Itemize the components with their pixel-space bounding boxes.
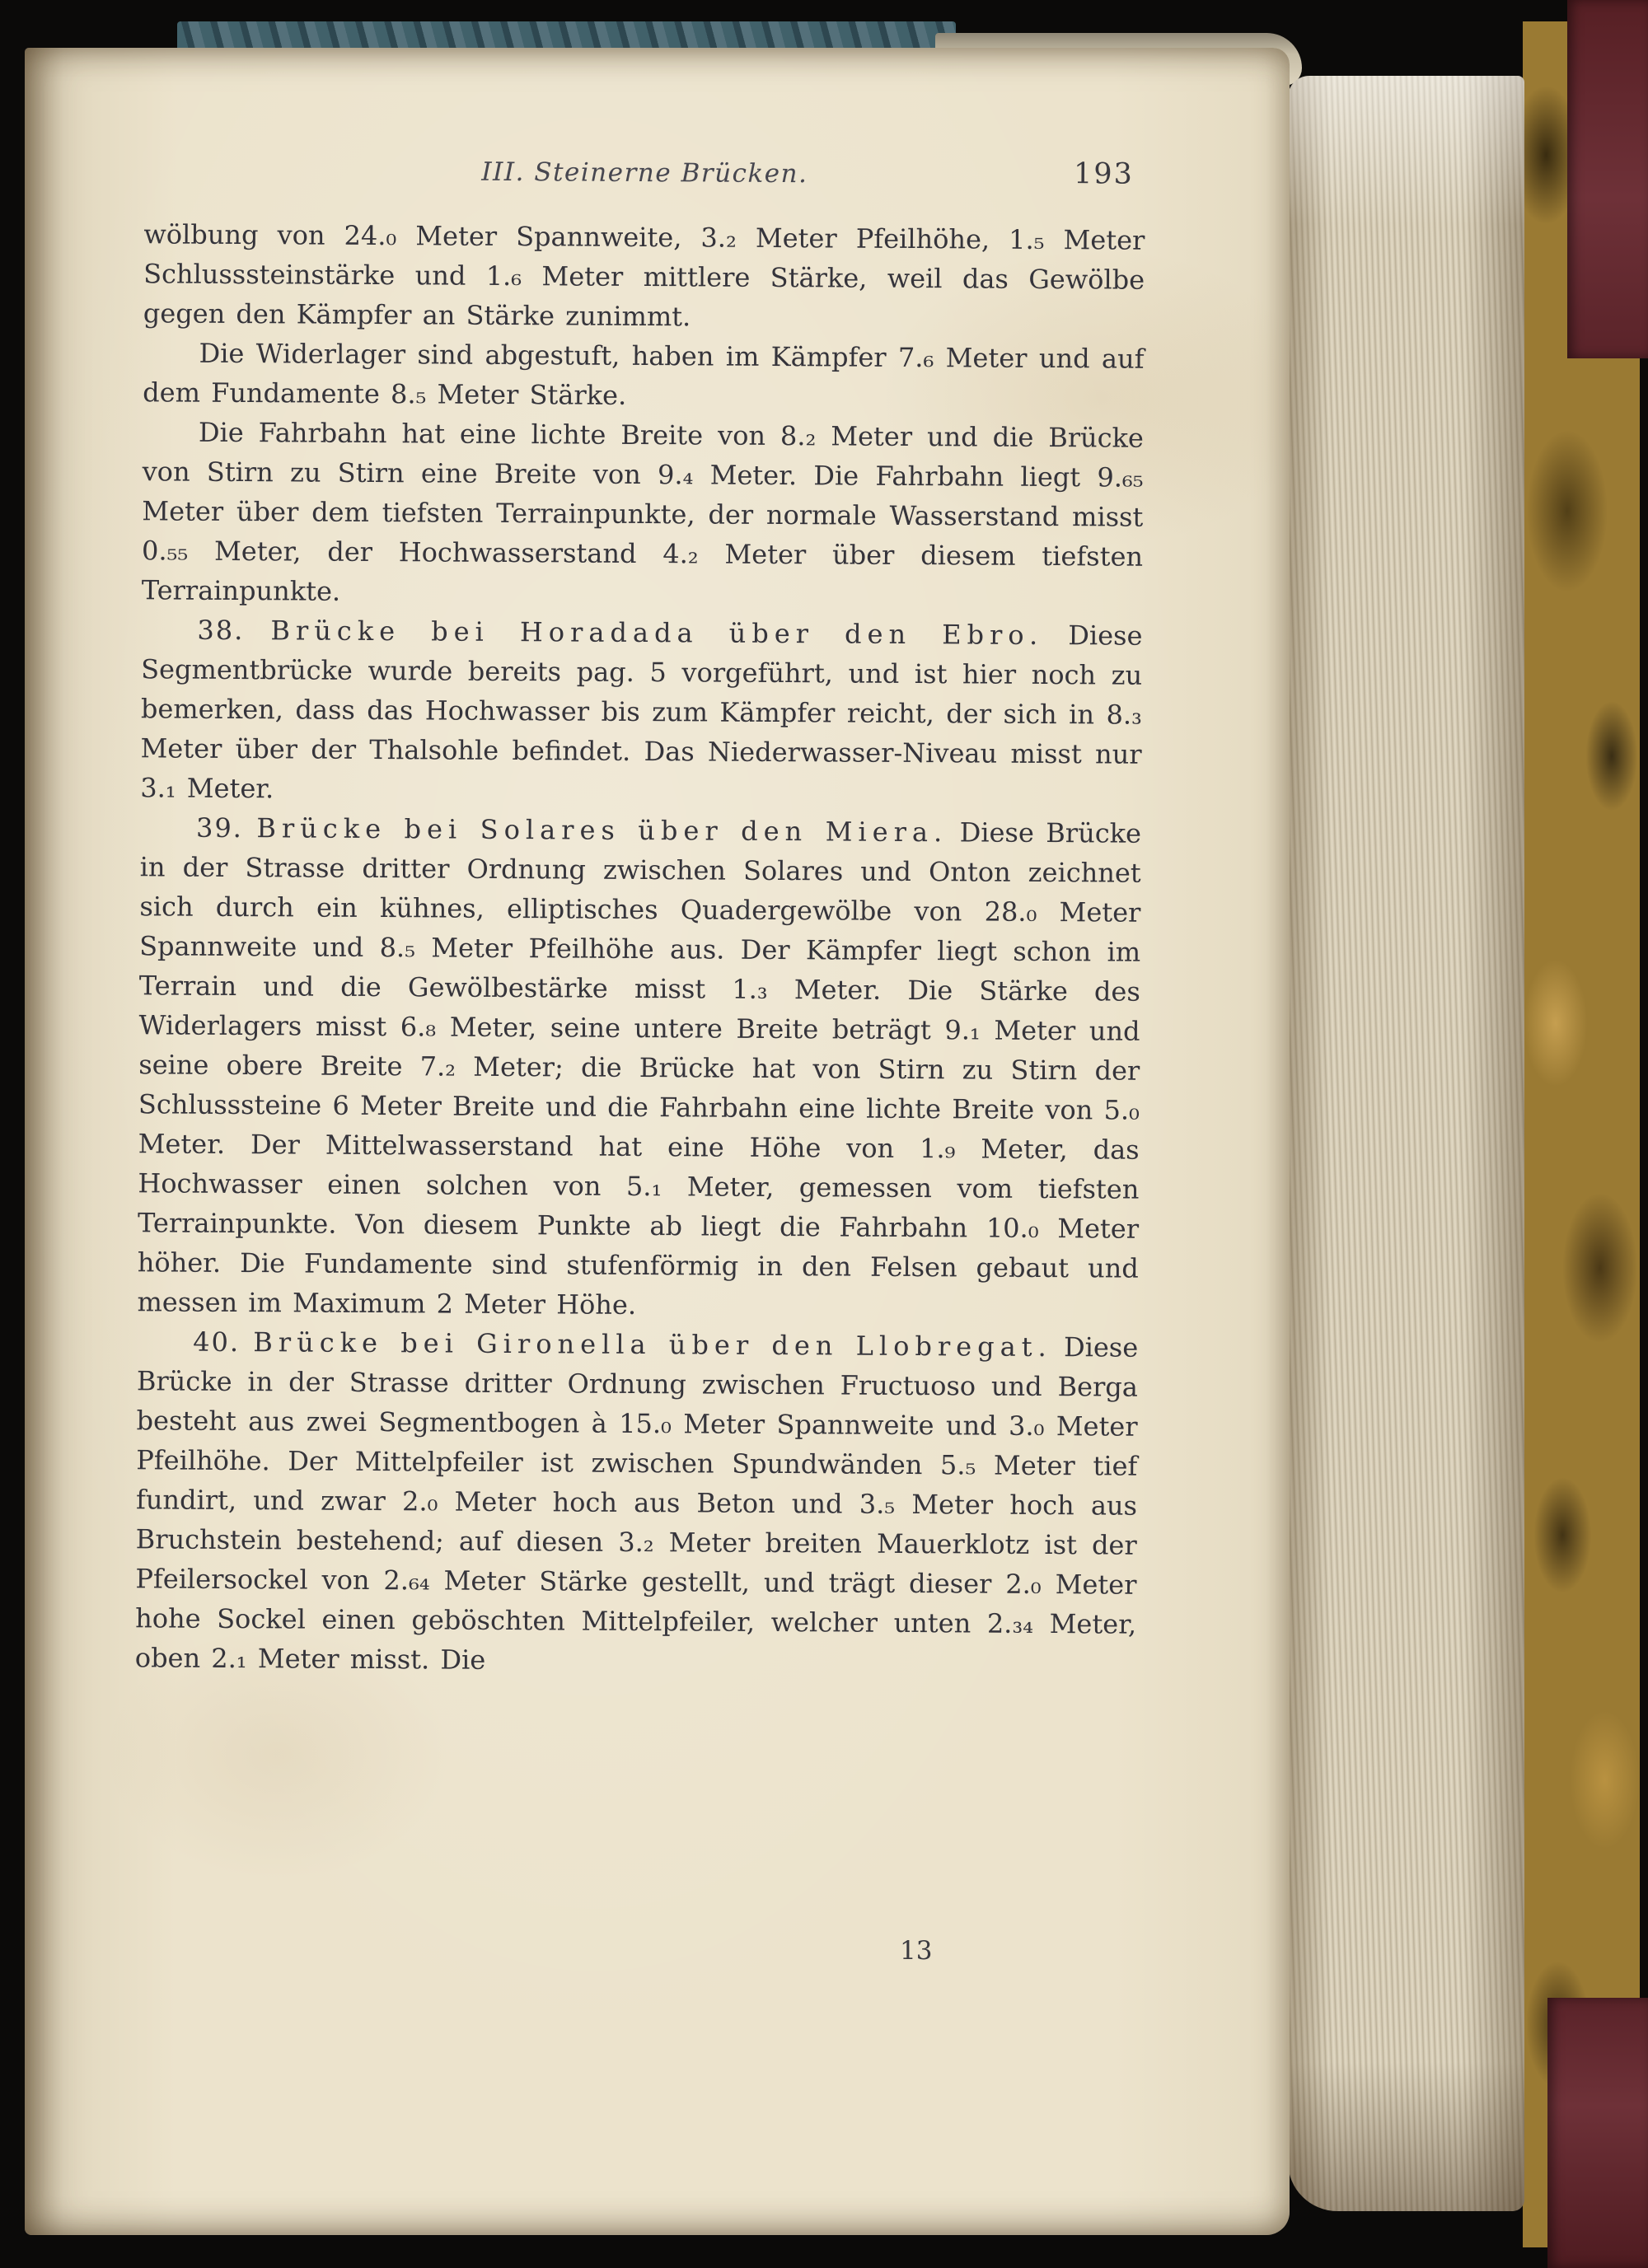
paragraph-text: Diese Brücke in der Strasse dritter Ordnung zwischen Fructuoso und Berga besteht aus zwei Segmentbogen à 15.₀ Meter Spannweite und 3.₀ Meter Pfeilhöhe. Der Mittelpfeiler ist zwischen Spundwänden 5.₅ Meter tief fundirt, und zwar 2.₀ Meter hoch aus Beton und 3.₅ Meter hoch aus Bruchstein bestehend; auf diesen 3.₂ Meter breiten Mauerklotz ist der Pfeilersockel von 2.₆₄ Meter Stärke gestellt, und trägt dieser 2.₀ Meter hohe Sockel einen geböschten Mittelpfeiler, welcher unten 2.₃₄ Meter, oben 2.₁ Meter misst. Die	[134, 1331, 1139, 1676]
entry-title: Brücke bei Gironella über den Llobregat.	[253, 1326, 1052, 1363]
page-number: 193	[1073, 157, 1135, 191]
entry-title: Brücke bei Solares über den Miera.	[256, 812, 948, 849]
paragraph	[137, 807, 1141, 1327]
signature-mark: 13	[900, 1936, 933, 1966]
entry-number: 39.	[195, 811, 257, 844]
cover-top-cloth-edge	[177, 21, 956, 51]
paragraph-text: Diese Brücke in der Strasse dritter Ordnung zwischen Solares und Onton zeichnet sich durch ein kühnes, elliptisches Quadergewölbe von 28.₀ Meter Spannweite und 8.₅ Meter Pfeilhöhe aus. Der Kämpfer liegt schon im Terrain und die Gewölbestärke misst 1.₃ Meter. Die Stärke des Widerlagers misst 6.₈ Meter, seine untere Breite beträgt 9.₁ Meter und seine obere Breite 7.₂ Meter; die Brücke hat von Stirn zu Stirn der Schlusssteine 6 Meter Breite und die Fahrbahn eine lichte Breite von 5.₀ Meter. Der Mittelwasserstand hat eine Höhe von 1.₉ Meter, das Hochwasser einen solchen von 5.₁ Meter, gemessen vom tiefsten Terrainpunkte. Von diesem Punkte ab liegt die Fahrbahn 10.₀ Meter höher. Die Fundamente sind stufenförmig in den Felsen gebaut und messen im Maximum 2 Meter Höhe.	[137, 816, 1142, 1321]
paragraph-text: Die Widerlager sind abgestuft, haben im Kämpfer 7.₆ Meter und auf dem Fundamente 8.₅ Meter Stärke.	[143, 337, 1145, 411]
fore-edge-page-stack	[1288, 76, 1524, 2211]
paragraph-text: Diese Segmentbrücke wurde bereits pag. 5 vorgeführt, und ist hier noch zu bemerken, dass das Hochwasser bis zum Kämpfer reicht, der sich in 8.₃ Meter über der Thalsohle befindet. Das Niederwasser-Niveau misst nur 3.₁ Meter.	[140, 619, 1143, 805]
paragraph	[143, 333, 1145, 418]
running-head	[144, 155, 1145, 202]
entry-number: 40.	[193, 1326, 254, 1358]
chapter-running-title: III. Steinerne Brücken.	[481, 157, 808, 189]
paragraph	[135, 1321, 1139, 1683]
book-page	[25, 48, 1290, 2235]
cover-corner-bottom	[1547, 1998, 1648, 2268]
cover-corner-top	[1567, 0, 1648, 358]
paragraph-text: wölbung von 24.₀ Meter Spannweite, 3.₂ Meter Pfeilhöhe, 1.₅ Meter Schlusssteinstärke und 1.₆ Meter mittlere Stärke, weil das Gewölbe gegen den Kämpfer an Stärke zunimmt.	[143, 218, 1145, 333]
entry-number: 38.	[197, 614, 271, 647]
entry-title: Brücke bei Horadada über den Ebro.	[270, 615, 1044, 651]
paragraph	[143, 214, 1145, 339]
paragraph	[142, 412, 1144, 615]
paragraph	[140, 610, 1142, 813]
paragraph-text: Die Fahrbahn hat eine lichte Breite von 8.₂ Meter und die Brücke von Stirn zu Stirn eine Breite von 9.₄ Meter. Die Fahrbahn liegt 9.₆₅ Meter über dem tiefsten Terrainpunkte, der normale Wasserstand misst 0.₅₅ Meter, der Hochwasserstand 4.₂ Meter über diesem tiefsten Terrainpunkte.	[141, 416, 1145, 607]
text-block	[135, 155, 1145, 1683]
